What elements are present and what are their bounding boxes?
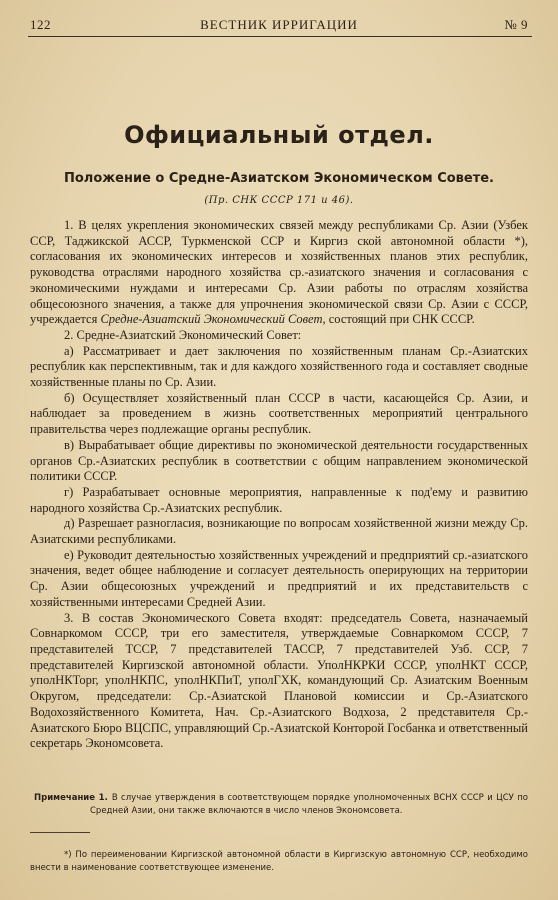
clause-d: д) Разрешает разногласия, возникающие по вопросам хозяйственной жизни между Ср. Азиатскими республиками. <box>30 516 528 547</box>
document-body <box>30 218 528 752</box>
paragraph-1-tail: , состоящий при СНК СССР. <box>322 312 475 327</box>
clause-b: б) Осуществляет хозяйственный план СССР в части, касающейся Ср. Азии, и наблюдает за проведением в жизнь соответственных мероприятий центрального правительства через подлежащие органы республик. <box>30 390 528 437</box>
clause-e: е) Руководит деятельностью хозяйственных учреждений и предприятий ср.-азиатского значения, ведет общее наблюдение и согласует деятельность оперирующих на территории Ср. Азии общесоюзных учреждений и предприятий и их представительств с хозяйственными интересами Средней Азии. <box>30 547 528 609</box>
paragraph-1 <box>30 218 528 328</box>
section-title: Официальный отдел. <box>124 121 434 149</box>
council-name: Средне-Азиатский Экономический Совет <box>100 312 323 327</box>
clause-v: в) Вырабатывает общие директивы по экономической деятельности государственных органов Ср.-Азиатских республик в соответствии с общим направлением экономической политики СССР. <box>30 437 528 484</box>
running-header <box>30 17 528 37</box>
journal-title: ВЕСТНИК ИРРИГАЦИИ <box>200 17 358 32</box>
paragraph-2: 2. Средне-Азиатский Экономический Совет: <box>64 327 302 342</box>
clause-a: а) Рассматривает и дает заключения по хозяйственным планам Ср.-Азиатских республик как перспективным, так и для каждого хозяйственного года и составляет сводные хозяйственные планы по Ср. Азии. <box>30 343 528 390</box>
clause-g: г) Разрабатывает основные мероприятия, направленные к под'ему и развитию народного хозяйства Ср.-Азиатских республик. <box>30 484 528 515</box>
document-subtitle: Положение о Средне-Азиатском Экономическом Совете. <box>63 171 494 186</box>
note-text: В случае утверждения в соответствующем порядке уполномоченных ВСНХ СССР и ЦСУ по Средней Азии, они также включаются в число членов Экономсовета. <box>90 793 528 816</box>
paragraph-3: 3. В состав Экономического Совета входят: председатель Совета, назначаемый Совнаркомом СССР, три его заместителя, утверждаемые Совнаркомом СССР, 7 представителей ТССР, 7 представителей ТАССР, 7 представителей Узб. ССР, 7 представителей Киргизской автономной области. УполНКРКИ СССР, уполНКТ СССР, уполНКТорг, уполНКПС, уполНКПиТ, уполГХК, командующий Ср. Азиатским Военным Округом, председатели: Ср.-Азиатской Плановой комиссии и Ср.-Азиатского Водохозяйственного Комитета, Нач. Ср.-Азиатского Водхоза, 2 представителя Ср.-Азиатского Бюро ВЦСПС, управляющий Ср.-Азиатской Конторой Госбанка и ответственный секретарь Экономсовета. <box>30 610 528 751</box>
source-reference: (Пр. СНК СССР 171 и 46). <box>204 195 354 206</box>
header-rule <box>28 36 532 37</box>
footnote-rule <box>30 832 90 833</box>
issue-number: № 9 <box>504 17 528 32</box>
note <box>30 792 528 818</box>
page-number: 122 <box>30 17 51 32</box>
paragraph-1-text: 1. В целях укрепления экономических связей между республиками Ср. Азии (Узбек ССР, Таджикской АССР, Туркменской ССР и Киргиз ской автономной области *), согласования их экономических интересов и хозяйственных планов этих республик, руководства отраслями народного хозяйства ср.-азиатского значения и согласования с экономическими нуждами и интересами Ср. Азии работы по отраслям хозяйства общесоюзного значения, а также для упрочнения экономической связи Ср. Азии с СССР, учреждается <box>30 218 528 327</box>
footnote: *) По переименовании Киргизской автономной области в Киргизскую автономную ССР, необходимо внести в наименование соответствующее изменение. <box>30 850 528 873</box>
note-label: Примечание 1. <box>34 793 108 803</box>
